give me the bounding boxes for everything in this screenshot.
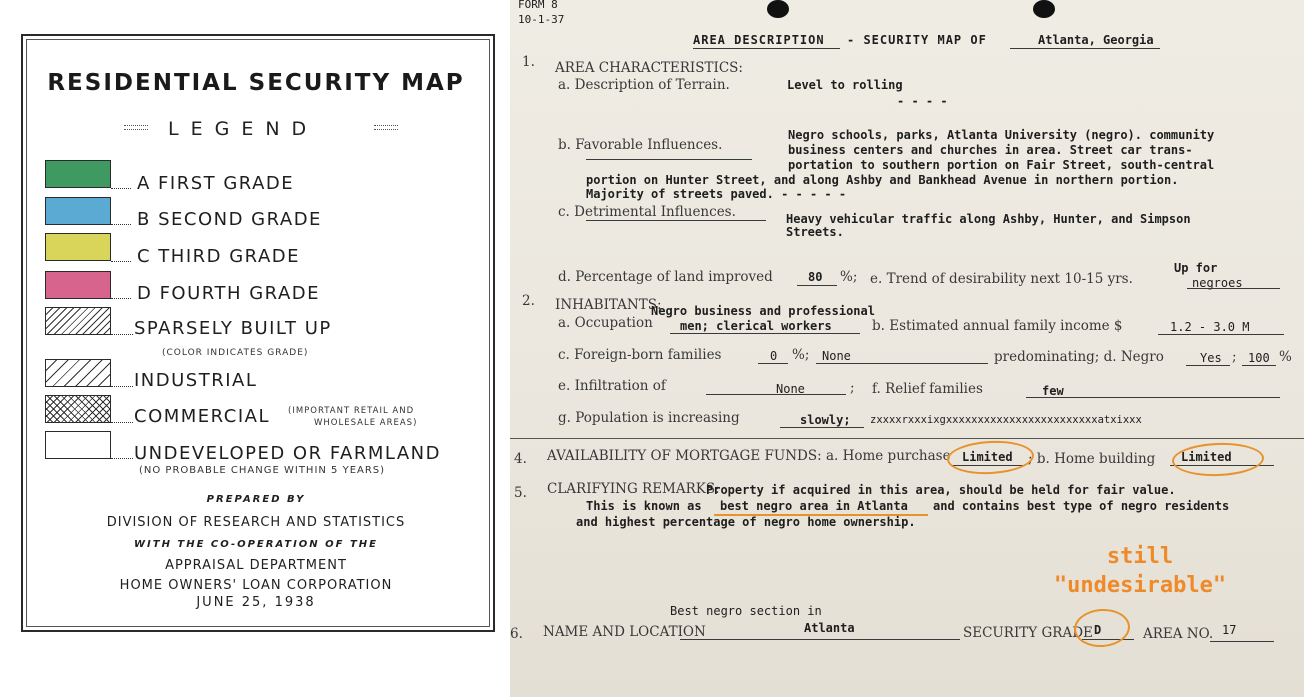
annotation-circle-home-building	[1171, 441, 1264, 477]
leader-line	[111, 386, 133, 387]
form-number: FORM 8	[518, 0, 558, 11]
legend-label-industrial: INDUSTRIAL	[134, 370, 258, 391]
infiltration-underline	[706, 394, 846, 395]
land-improved-label: d. Percentage of land improved	[558, 269, 773, 285]
credit-date: JUNE 25, 1938	[196, 595, 316, 610]
land-improved-underline	[797, 285, 837, 286]
foreign-born-value: 0	[770, 349, 778, 363]
population-value: slowly;	[800, 413, 851, 427]
credit-division: DIVISION OF RESEARCH AND STATISTICS	[106, 515, 406, 530]
swatch-grade-c	[45, 233, 111, 261]
area-description-form	[510, 0, 1304, 697]
leader-line	[111, 224, 131, 225]
legend-note-sparse: (COLOR INDICATES GRADE)	[162, 348, 309, 358]
section-divider	[510, 438, 1304, 439]
negro-percent-value: 100	[1248, 351, 1270, 365]
form-date: 10-1-37	[518, 13, 565, 26]
favorable-label: b. Favorable Influences.	[558, 137, 723, 153]
swatch-commercial	[45, 395, 111, 423]
foreign-born-underline	[758, 363, 788, 364]
area-no-underline	[1210, 641, 1274, 642]
name-location-label: NAME AND LOCATION	[543, 624, 706, 640]
legend-label-undeveloped: UNDEVELOPED OR FARMLAND	[134, 443, 441, 464]
section-2-number: 2.	[522, 293, 535, 309]
section-1-heading: AREA CHARACTERISTICS:	[555, 60, 743, 76]
section-6-number: 6.	[510, 626, 523, 642]
section-5-number: 5.	[514, 485, 527, 501]
negro-percent-sign: %	[1279, 349, 1292, 365]
punch-hole	[1033, 0, 1055, 18]
land-improved-percent: %;	[840, 269, 858, 285]
ornament-right	[368, 123, 404, 133]
legend-panel	[0, 0, 512, 697]
relief-value: few	[1042, 384, 1064, 398]
land-improved-value: 80	[808, 270, 823, 284]
swatch-grade-b	[45, 197, 111, 225]
security-grade-value: D	[1094, 623, 1102, 637]
favorable-line-1: Negro schools, parks, Atlanta University (negro). community	[788, 128, 1215, 142]
favorable-line-2: business centers and churches in area. Street car trans-	[788, 143, 1193, 157]
credit-cooperation: WITH THE CO-OPERATION OF THE	[134, 539, 378, 550]
legend-label-a: A FIRST GRADE	[137, 173, 295, 194]
foreign-born-nationality: None	[822, 349, 851, 363]
population-label: g. Population is increasing	[558, 410, 740, 426]
terrain-dash: - - - -	[897, 94, 948, 108]
legend-heading: LEGEND	[168, 118, 319, 140]
swatch-sparsely-built	[45, 307, 111, 335]
detrimental-label: c. Detrimental Influences.	[558, 204, 736, 220]
relief-underline	[1026, 397, 1280, 398]
annotation-circle-home-purchase	[946, 439, 1035, 477]
form-title-area-description: AREA DESCRIPTION	[693, 33, 825, 47]
section-4-number: 4.	[514, 451, 527, 467]
legend-note-undeveloped: (NO PROBABLE CHANGE WITHIN 5 YEARS)	[139, 465, 386, 476]
occupation-label: a. Occupation	[558, 315, 653, 331]
name-location-value-1: Best negro section in	[670, 604, 822, 618]
population-struck-text: zxxxxrxxxixgxxxxxxxxxxxxxxxxxxxxxxxxatxixxx	[870, 414, 1142, 426]
title-underline	[693, 48, 840, 49]
remarks-label: CLARIFYING REMARKS:	[547, 481, 720, 497]
home-purchase-value: Limited	[962, 450, 1013, 464]
remarks-line-1: Property if acquired in this area, should be held for fair value.	[706, 483, 1176, 497]
leader-line	[111, 334, 133, 335]
population-underline	[780, 427, 864, 428]
income-underline	[1158, 334, 1284, 335]
predominating-label: predominating; d. Negro	[994, 349, 1164, 365]
relief-label: f. Relief families	[872, 381, 983, 397]
credit-department: APPRAISAL DEPARTMENT	[165, 558, 347, 573]
remarks-line-2a: This is known as	[586, 499, 702, 513]
trend-underline	[1187, 288, 1280, 289]
detrimental-underline	[586, 220, 766, 221]
leader-line	[111, 188, 131, 189]
negro-separator: ;	[1232, 349, 1237, 365]
leader-line	[111, 458, 133, 459]
home-building-value: Limited	[1181, 450, 1232, 464]
credit-corporation: HOME OWNERS' LOAN CORPORATION	[119, 578, 393, 593]
legend-label-d: D FOURTH GRADE	[137, 283, 320, 304]
trend-value-2: negroes	[1192, 276, 1243, 290]
legend-label-b: B SECOND GRADE	[137, 209, 322, 230]
negro-percent-underline	[1242, 365, 1276, 366]
area-no-label: AREA NO.	[1143, 626, 1214, 642]
occupation-underline	[670, 333, 860, 334]
favorable-underline	[586, 159, 752, 160]
form-title-security-map: - SECURITY MAP OF	[847, 33, 987, 47]
terrain-value: Level to rolling	[787, 78, 903, 92]
legend-note-commercial-2: WHOLESALE AREAS)	[314, 418, 418, 428]
detrimental-line-2: Streets.	[786, 225, 844, 239]
occupation-value: men; clerical workers	[680, 319, 832, 333]
annotation-circle-grade	[1073, 607, 1132, 649]
foreign-born-label: c. Foreign-born families	[558, 347, 722, 363]
inhabitants-type: Negro business and professional	[651, 304, 875, 318]
income-value: 1.2 - 3.0 M	[1170, 320, 1250, 334]
negro-value: Yes	[1200, 351, 1222, 365]
legend-note-commercial-1: (IMPORTANT RETAIL AND	[288, 406, 415, 416]
infiltration-value: None	[776, 382, 805, 396]
trend-label: e. Trend of desirability next 10-15 yrs.	[870, 271, 1133, 287]
city-underline	[1010, 48, 1160, 49]
section-1-number: 1.	[522, 54, 535, 70]
form-city: Atlanta, Georgia	[1038, 33, 1154, 47]
punch-hole	[767, 0, 789, 18]
legend-label-c: C THIRD GRADE	[137, 246, 300, 267]
income-label: b. Estimated annual family income $	[872, 318, 1123, 334]
legend-title: RESIDENTIAL SECURITY MAP	[47, 70, 465, 96]
legend-label-commercial: COMMERCIAL	[134, 406, 270, 427]
favorable-line-3: portation to southern portion on Fair Street, south-central	[788, 158, 1215, 172]
area-no-value: 17	[1222, 623, 1237, 637]
security-grade-label: SECURITY GRADE	[963, 625, 1093, 641]
trend-value-1: Up for	[1174, 261, 1218, 275]
remarks-line-2b: best negro area in Atlanta	[720, 499, 908, 513]
leader-line	[111, 298, 131, 299]
foreign-born-percent: %;	[792, 347, 810, 363]
nationality-underline	[816, 363, 988, 364]
section-2-heading: INHABITANTS:	[555, 297, 662, 313]
swatch-industrial	[45, 359, 111, 387]
legend-label-sparse: SPARSELY BUILT UP	[134, 318, 332, 339]
annotation-still: still	[1106, 544, 1174, 569]
remarks-line-3: and highest percentage of negro home ownership.	[576, 515, 916, 529]
remarks-line-2c: and contains best type of negro residents	[933, 499, 1230, 513]
home-building-label: ; b. Home building	[1028, 451, 1156, 467]
detrimental-line-1: Heavy vehicular traffic along Ashby, Hunter, and Simpson	[786, 212, 1191, 226]
name-location-value-2: Atlanta	[804, 621, 855, 635]
swatch-grade-a	[45, 160, 111, 188]
annotation-undesirable: "undesirable"	[1053, 573, 1227, 598]
leader-line	[111, 261, 131, 262]
terrain-label: a. Description of Terrain.	[558, 77, 730, 93]
leader-line	[111, 422, 133, 423]
credit-prepared-by: PREPARED BY	[206, 494, 306, 505]
infiltration-separator: ;	[850, 380, 855, 396]
name-location-underline	[680, 639, 960, 640]
favorable-line-5: Majority of streets paved. - - - - -	[586, 187, 847, 201]
infiltration-label: e. Infiltration of	[558, 378, 666, 394]
swatch-undeveloped	[45, 431, 111, 459]
ornament-left	[118, 123, 154, 133]
negro-underline	[1186, 365, 1230, 366]
favorable-line-4: portion on Hunter Street, and along Ashby and Bankhead Avenue in northern portion.	[586, 173, 1179, 187]
mortgage-funds-label: AVAILABILITY OF MORTGAGE FUNDS: a. Home purchase	[547, 448, 951, 464]
swatch-grade-d	[45, 271, 111, 299]
